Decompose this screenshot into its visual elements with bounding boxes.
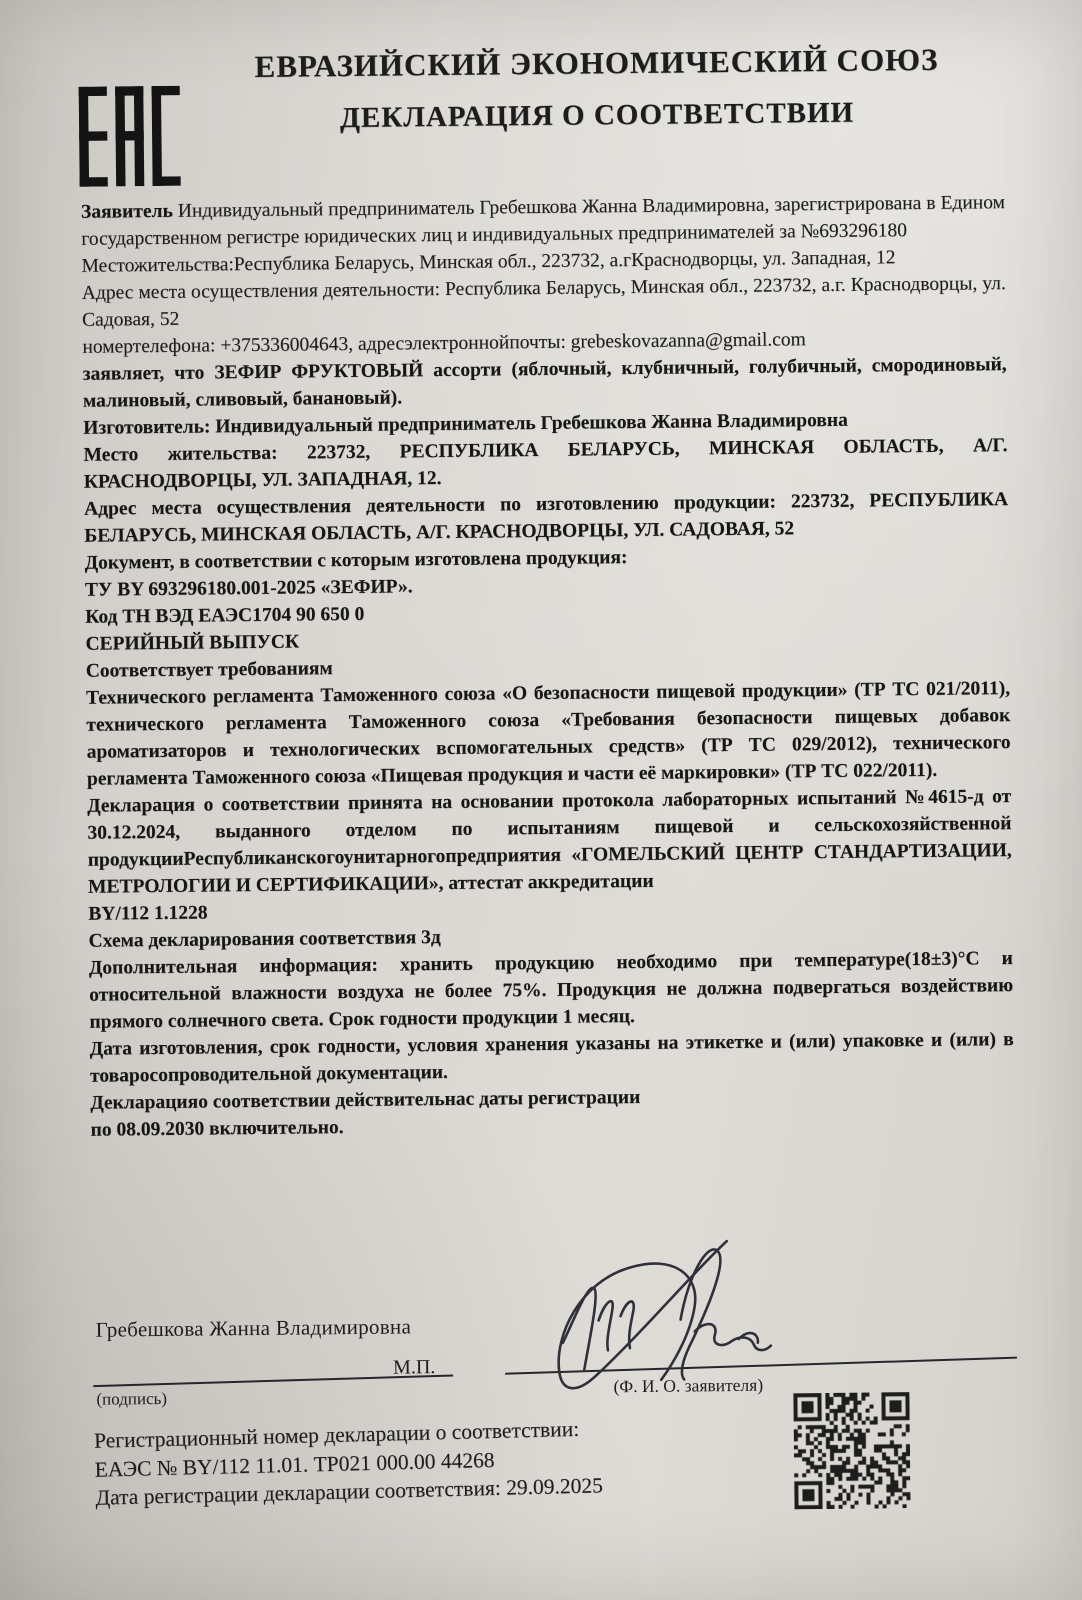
- applicant-text: Индивидуальный предприниматель Гребешкова Жанна Владимировна, зарегистрирована в Едином государственном регистре юридических лиц и индивидуальных предпринимателей за №693296180: [81, 192, 1006, 250]
- validity-line-2: по 08.09.2030 включительно.: [90, 1117, 344, 1141]
- manufacturer-residence-line: Место жительства: 223732, РЕСПУБЛИКА БЕЛАРУСЬ, МИНСКАЯ ОБЛАСТЬ, А/Г. КРАСНОДВОРЦЫ, УЛ. ЗАПАДНАЯ, 12.: [83, 435, 1008, 493]
- scheme-line: Схема декларирования соответствия 3д: [88, 927, 441, 952]
- applicant-label: Заявитель: [80, 200, 173, 223]
- validity-line-1: Декларацияо соответствии действительнас даты регистрации: [90, 1086, 641, 1114]
- fio-caption: (Ф. И. О. заявителя): [613, 1374, 764, 1397]
- stamp-place-label: М.П.: [392, 1356, 436, 1379]
- eac-mark-icon: [76, 86, 183, 187]
- declares-paragraph: заявляет, что ЗЕФИР ФРУКТОВЫЙ ассорти (яблочный, клубничный, голубичный, смородиновый, малиновый, сливовый, банановый).: [82, 354, 1007, 412]
- tnved-line: Код ТН ВЭД ЕАЭС1704 90 650 0: [85, 603, 365, 628]
- production-address-line: Адрес места осуществления деятельности по изготовлению продукции: 223732, РЕСПУБЛИКА БЕЛАРУСЬ, МИНСКАЯ ОБЛАСТЬ, А/Г. КРАСНОДВОРЦЫ, УЛ. САДОВАЯ, 52: [83, 489, 1009, 547]
- applicant-fullname: Гребешкова Жанна Владимировна: [95, 1314, 412, 1342]
- registration-block: [94, 1410, 796, 1513]
- product-document-line: Документ, в соответствии с которым изготовлена продукция:: [84, 547, 628, 574]
- signature-caption: (подпись): [96, 1388, 168, 1409]
- accreditation-number-line: BY/112 1.1228: [88, 902, 208, 925]
- regulations-paragraph: Технического регламента Таможенного союза «О безопасности пищевой продукции» (ТР ТС 021/2011), технического регламента Таможенного союза «Требования безопасности пищевых добавок ароматизаторов и технологических вспомогательных средств» (ТР ТС 029/2012), технического регламента Таможенного союза «Пищевая продукция и части её маркировки» (ТР ТС 022/2011).: [85, 678, 1011, 790]
- manufacturer-line: Изготовитель: Индивидуальный предприниматель Гребешкова Жанна Владимировна: [83, 409, 848, 439]
- registration-date-line: Дата регистрации декларации соответствия: 29.09.2025: [95, 1473, 604, 1510]
- additional-info-paragraph: Дополнительная информация: хранить продукцию необходимо при температуре(18±3)°С и относительной влажности воздуха не более 75%. Продукция не должна подвергаться воздействию прямого солнечного света. Срок годности продукции 1 месяц.: [88, 948, 1014, 1033]
- labeling-paragraph: Дата изготовления, срок годности, условия хранения указаны на этикетке и (или) упаковке и (или) в товаросопроводительной документации.: [89, 1029, 1014, 1087]
- registration-number-label: Регистрационный номер декларации о соответствии:: [93, 1416, 580, 1453]
- serial-release-line: СЕРИЙНЫЙ ВЫПУСК: [85, 631, 300, 655]
- basis-paragraph: Декларация о соответствии принята на основании протокола лабораторных испытаний №4615-д от 30.12.2024, выданного отделом по испытаниям пищевой и сельскохозяйственной продукцииРеспубликанскогоунитарногопредприятия «ГОМЕЛЬСКИЙ ЦЕНТР СТАНДАРТИЗАЦИИ, МЕТРОЛОГИИ И СЕРТИФИКАЦИИ», аттестат аккредитации: [87, 786, 1012, 898]
- handwritten-signature: [442, 1222, 804, 1406]
- document-body: [81, 189, 1015, 1144]
- applicant-paragraph: [81, 189, 1006, 253]
- contacts-line: номертелефона: +375336004643, адресэлектроннойпочты: grebeskovazanna@gmail.com: [82, 329, 806, 358]
- qr-code: [793, 1392, 910, 1509]
- compliance-heading: Соответствует требованиям: [85, 658, 333, 682]
- registration-number: ЕАЭС № BY/112 11.01. ТР021 000.00 44268: [94, 1447, 495, 1482]
- document-header: [181, 39, 1012, 139]
- document-type-title: ДЕКЛАРАЦИЯ О СООТВЕТСТВИИ: [339, 96, 855, 135]
- activity-address-line: Адрес места осуществления деятельности: Республика Беларусь, Минская обл., 223732, а.г. Краснодворцы, ул. Садовая, 52: [81, 273, 1006, 331]
- union-name-title: ЕВРАЗИЙСКИЙ ЭКОНОМИЧЕСКИЙ СОЮЗ: [254, 41, 939, 84]
- tu-line: ТУ BY 693296180.001-2025 «ЗЕФИР».: [84, 576, 413, 601]
- residence-line: Местожительства:Республика Беларусь, Минская обл., 223732, а.гКраснодворцы, ул. Западная, 12: [81, 247, 896, 277]
